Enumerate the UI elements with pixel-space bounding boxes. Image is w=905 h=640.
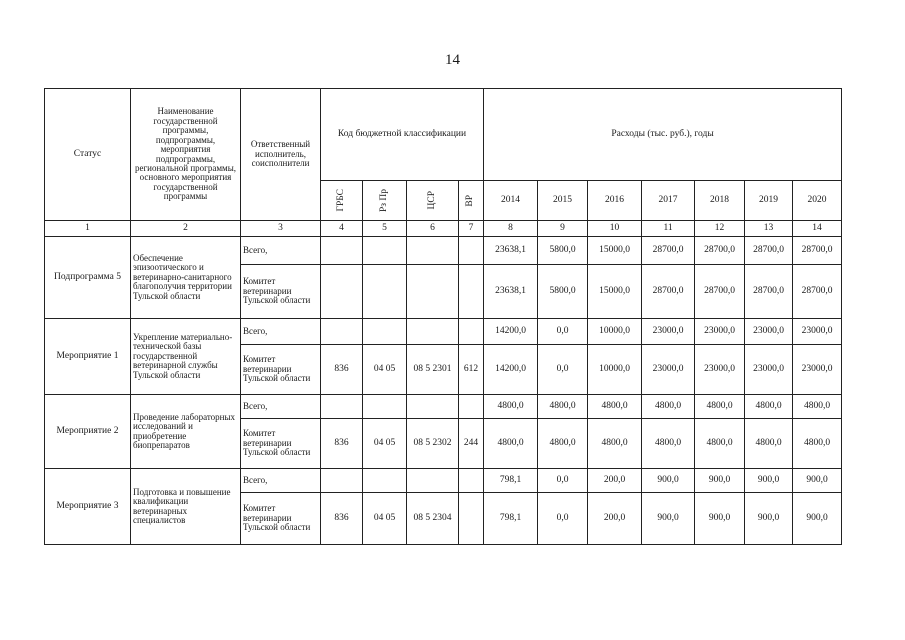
value-cell: 4800,0: [538, 395, 588, 419]
grbs-cell: 836: [321, 345, 363, 395]
vr-cell: 244: [459, 419, 484, 469]
value-cell: 28700,0: [745, 237, 793, 265]
header-year: 2018: [695, 181, 745, 221]
value-cell: 4800,0: [793, 395, 842, 419]
value-cell: 4800,0: [642, 395, 695, 419]
value-cell: 4800,0: [745, 419, 793, 469]
value-cell: 0,0: [538, 493, 588, 545]
table-row: [45, 469, 842, 493]
rzpr-cell: [363, 265, 407, 319]
column-number: 8: [484, 221, 538, 237]
csr-cell: [407, 265, 459, 319]
name-cell: Укрепление материально-технической базы государственной ветеринарной службы Тульской области: [131, 319, 241, 395]
vr-cell: [459, 265, 484, 319]
value-cell: 23000,0: [642, 345, 695, 395]
csr-cell: [407, 469, 459, 493]
header-year: 2015: [538, 181, 588, 221]
column-number: 6: [407, 221, 459, 237]
value-cell: 4800,0: [642, 419, 695, 469]
value-cell: 4800,0: [484, 395, 538, 419]
header-csr: [407, 181, 459, 221]
status-cell: Мероприятие 3: [45, 469, 131, 545]
header-year: 2017: [642, 181, 695, 221]
column-number: 4: [321, 221, 363, 237]
value-cell: 5800,0: [538, 237, 588, 265]
column-number: 1: [45, 221, 131, 237]
value-cell: 14200,0: [484, 319, 538, 345]
value-cell: 4800,0: [484, 419, 538, 469]
header-year: 2016: [588, 181, 642, 221]
name-cell: Обеспечение эпизоотического и ветеринарно-санитарного благополучия территории Тульской области: [131, 237, 241, 319]
responsible-cell: Комитет ветеринарии Тульской области: [241, 265, 321, 319]
vr-cell: [459, 395, 484, 419]
value-cell: 23638,1: [484, 265, 538, 319]
responsible-cell: Всего,: [241, 319, 321, 345]
grbs-cell: [321, 265, 363, 319]
responsible-cell: Комитет ветеринарии Тульской области: [241, 419, 321, 469]
value-cell: 23000,0: [695, 319, 745, 345]
value-cell: 14200,0: [484, 345, 538, 395]
rzpr-cell: [363, 237, 407, 265]
value-cell: 900,0: [642, 493, 695, 545]
status-cell: Мероприятие 1: [45, 319, 131, 395]
value-cell: 4800,0: [793, 419, 842, 469]
value-cell: 0,0: [538, 319, 588, 345]
value-cell: 798,1: [484, 469, 538, 493]
value-cell: 798,1: [484, 493, 538, 545]
value-cell: 900,0: [745, 493, 793, 545]
vr-cell: [459, 319, 484, 345]
csr-cell: 08 5 2301: [407, 345, 459, 395]
value-cell: 900,0: [745, 469, 793, 493]
value-cell: 28700,0: [793, 265, 842, 319]
name-cell: Проведение лабораторных исследований и приобретение биопрепаратов: [131, 395, 241, 469]
header-responsible: Ответственный исполнитель, соисполнители: [241, 89, 321, 221]
rzpr-cell: 04 05: [363, 419, 407, 469]
responsible-cell: Всего,: [241, 237, 321, 265]
value-cell: 23000,0: [793, 345, 842, 395]
value-cell: 28700,0: [642, 237, 695, 265]
rzpr-cell: 04 05: [363, 493, 407, 545]
column-number: 11: [642, 221, 695, 237]
value-cell: 23000,0: [642, 319, 695, 345]
header-name: Наименование государственной программы, подпрограммы, мероприятия подпрограммы, региональной программы, основного мероприятия государственной программы: [131, 89, 241, 221]
value-cell: 200,0: [588, 493, 642, 545]
header-vr-label: ВР: [465, 194, 476, 207]
rzpr-cell: [363, 319, 407, 345]
header-year: 2019: [745, 181, 793, 221]
column-number: 10: [588, 221, 642, 237]
value-cell: 10000,0: [588, 345, 642, 395]
csr-cell: 08 5 2302: [407, 419, 459, 469]
header-status: Статус: [45, 89, 131, 221]
value-cell: 23000,0: [793, 319, 842, 345]
budget-table: [44, 88, 842, 545]
value-cell: 23000,0: [695, 345, 745, 395]
value-cell: 15000,0: [588, 237, 642, 265]
value-cell: 900,0: [695, 469, 745, 493]
value-cell: 28700,0: [642, 265, 695, 319]
csr-cell: 08 5 2304: [407, 493, 459, 545]
value-cell: 900,0: [793, 469, 842, 493]
responsible-cell: Всего,: [241, 469, 321, 493]
value-cell: 200,0: [588, 469, 642, 493]
table-header: [45, 89, 842, 237]
column-number: 3: [241, 221, 321, 237]
name-cell: Подготовка и повышение квалификации ветеринарных специалистов: [131, 469, 241, 545]
column-number: 13: [745, 221, 793, 237]
header-expenses: Расходы (тыс. руб.), годы: [484, 89, 842, 181]
header-grbs: [321, 181, 363, 221]
value-cell: 10000,0: [588, 319, 642, 345]
value-cell: 900,0: [695, 493, 745, 545]
value-cell: 4800,0: [745, 395, 793, 419]
value-cell: 4800,0: [588, 419, 642, 469]
csr-cell: [407, 319, 459, 345]
value-cell: 23638,1: [484, 237, 538, 265]
responsible-cell: Всего,: [241, 395, 321, 419]
column-number: 2: [131, 221, 241, 237]
table-row: [45, 395, 842, 419]
value-cell: 4800,0: [538, 419, 588, 469]
csr-cell: [407, 395, 459, 419]
column-number: 7: [459, 221, 484, 237]
value-cell: 28700,0: [745, 265, 793, 319]
column-number-row: [45, 221, 842, 237]
vr-cell: 612: [459, 345, 484, 395]
grbs-cell: 836: [321, 419, 363, 469]
status-cell: Мероприятие 2: [45, 395, 131, 469]
vr-cell: [459, 469, 484, 493]
rzpr-cell: [363, 469, 407, 493]
value-cell: 23000,0: [745, 345, 793, 395]
header-csr-label: ЦСР: [426, 191, 437, 210]
grbs-cell: [321, 237, 363, 265]
header-vr: [459, 181, 484, 221]
value-cell: 28700,0: [793, 237, 842, 265]
grbs-cell: [321, 319, 363, 345]
value-cell: 0,0: [538, 345, 588, 395]
vr-cell: [459, 237, 484, 265]
header-year: 2020: [793, 181, 842, 221]
column-number: 14: [793, 221, 842, 237]
value-cell: 0,0: [538, 469, 588, 493]
status-cell: Подпрограмма 5: [45, 237, 131, 319]
value-cell: 900,0: [793, 493, 842, 545]
value-cell: 23000,0: [745, 319, 793, 345]
responsible-cell: Комитет ветеринарии Тульской области: [241, 345, 321, 395]
grbs-cell: 836: [321, 493, 363, 545]
value-cell: 28700,0: [695, 237, 745, 265]
value-cell: 28700,0: [695, 265, 745, 319]
value-cell: 15000,0: [588, 265, 642, 319]
csr-cell: [407, 237, 459, 265]
grbs-cell: [321, 395, 363, 419]
header-rzpr-label: Рз Пр: [378, 188, 389, 213]
value-cell: 900,0: [642, 469, 695, 493]
rzpr-cell: [363, 395, 407, 419]
rzpr-cell: 04 05: [363, 345, 407, 395]
value-cell: 4800,0: [695, 419, 745, 469]
table-body: [45, 237, 842, 545]
column-number: 9: [538, 221, 588, 237]
value-cell: 4800,0: [695, 395, 745, 419]
header-budget-code: Код бюджетной классификации: [321, 89, 484, 181]
header-year: 2014: [484, 181, 538, 221]
column-number: 5: [363, 221, 407, 237]
value-cell: 5800,0: [538, 265, 588, 319]
table-row: [45, 319, 842, 345]
column-number: 12: [695, 221, 745, 237]
header-grbs-label: ГРБС: [335, 189, 346, 212]
header-rzpr: [363, 181, 407, 221]
value-cell: 4800,0: [588, 395, 642, 419]
vr-cell: [459, 493, 484, 545]
responsible-cell: Комитет ветеринарии Тульской области: [241, 493, 321, 545]
grbs-cell: [321, 469, 363, 493]
table-row: [45, 237, 842, 265]
page-number: 14: [445, 52, 460, 68]
